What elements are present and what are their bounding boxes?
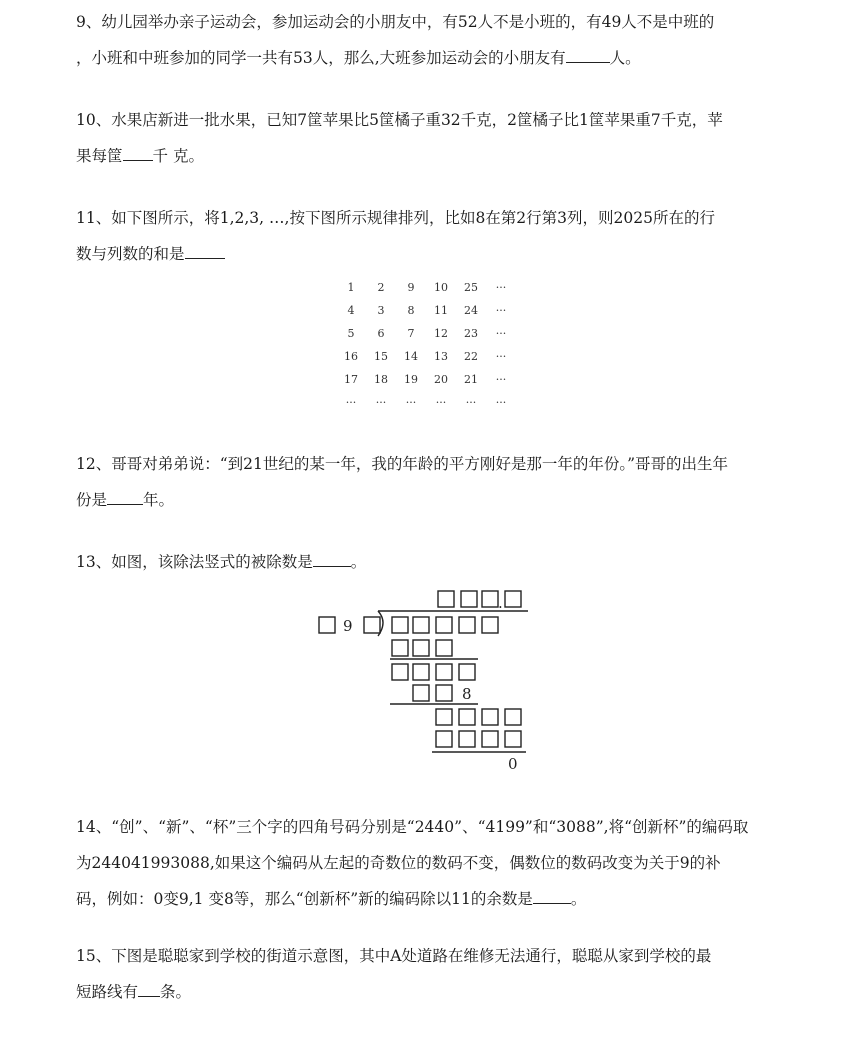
question-13-end: 。 [350,553,367,571]
step4-box-4 [505,709,521,725]
question-14 [76,809,788,917]
grid-cell: 25 [464,281,478,294]
grid-cell: 16 [344,350,358,363]
grid-cell: 24 [464,304,478,317]
question-15-line1: 15、下图是聪聪家到学校的街道示意图，其中A处道路在维修无法通行，聪聪从家到学校的最 [76,947,712,965]
grid-cell: 3 [377,304,385,317]
step2-box-3 [436,664,452,680]
question-9-line1: 9、幼儿园举办亲子运动会，参加运动会的小朋友中，有52人不是小班的，有49人不是中班的 [76,13,715,31]
grid-cell: ··· [495,373,507,386]
grid-cell: 14 [404,350,418,363]
question-14-end: 。 [570,890,587,908]
grid-cell: 10 [434,281,448,294]
grid-cell: ··· [375,396,387,409]
divisor-box-2 [364,617,380,633]
grid-cell: 9 [407,281,415,294]
grid-cell: 6 [377,327,385,340]
quotient-box-3 [482,591,498,607]
grid-cell: 19 [404,373,418,386]
grid-cell: ··· [495,396,507,409]
grid-cell: 17 [344,373,358,386]
known-digit-8: 8 [462,685,472,703]
question-10 [76,102,788,174]
step2-box-4 [459,664,475,680]
grid-row [336,391,521,414]
question-13-line1: 13、如图，该除法竖式的被除数是 [76,553,313,571]
answer-blank-10[interactable] [123,144,153,161]
grid-cell: ··· [495,350,507,363]
remainder-digit: 0 [508,755,518,773]
grid-cell: ··· [495,281,507,294]
grid-row [336,322,521,345]
dividend-box-2 [413,617,429,633]
step5-box-2 [459,731,475,747]
step4-box-3 [482,709,498,725]
step2-box-1 [392,664,408,680]
grid-row [336,368,521,391]
grid-cell: 4 [347,304,355,317]
grid-cell: 18 [374,373,388,386]
division-bracket [378,611,383,636]
dividend-box-3 [436,617,452,633]
decimal-point: . [498,594,503,612]
question-10-line1: 10、水果店新进一批水果，已知7筐苹果比5筐橘子重32千克，2筐橘子比1筐苹果重7千克，苹 [76,111,723,129]
step1-box-3 [436,640,452,656]
step3-box-2 [436,685,452,701]
divisor-box-1 [319,617,335,633]
question-12-unit: 年。 [143,491,175,509]
grid-cell: ··· [465,396,477,409]
grid-cell: ··· [435,396,447,409]
step2-box-2 [413,664,429,680]
step1-box-2 [413,640,429,656]
question-11 [76,200,788,272]
question-15-unit: 条。 [160,983,192,1001]
grid-cell: 1 [347,281,355,294]
grid-cell: 2 [377,281,385,294]
question-14-line1: 14、“创”、“新”、“杯”三个字的四角号码分别是“2440”、“4199”和“3088”,将“创新杯”的编码取 [76,818,749,836]
grid-cell: 13 [434,350,448,363]
grid-cell: 7 [407,327,415,340]
step5-box-3 [482,731,498,747]
answer-blank-14[interactable] [533,887,571,904]
question-9-line2: ，小班和中班参加的同学一共有53人，那么,大班参加运动会的小朋友有 [76,49,566,67]
question-10-line2: 果每筐 [76,147,123,165]
answer-blank-11[interactable] [185,242,225,259]
grid-row [336,276,521,299]
question-11-line2: 数与列数的和是 [76,245,185,263]
dividend-box-4 [459,617,475,633]
grid-cell: ··· [495,304,507,317]
quotient-box-1 [438,591,454,607]
quotient-box-4 [505,591,521,607]
step5-box-1 [436,731,452,747]
grid-cell: 22 [464,350,478,363]
number-spiral-grid [336,276,521,414]
answer-blank-13[interactable] [313,550,351,567]
question-9 [76,4,788,76]
step3-box-1 [413,685,429,701]
question-15 [76,938,788,1010]
question-11-line1: 11、如下图所示，将1,2,3, …,按下图所示规律排列，比如8在第2行第3列，则2025所在的行 [76,209,715,227]
question-12-line1: 12、哥哥对弟弟说：“到21世纪的某一年，我的年龄的平方刚好是那一年的年份。”哥哥的出生年 [76,455,729,473]
divisor-digit: 9 [343,617,353,635]
grid-cell: 23 [464,327,478,340]
grid-cell: 15 [374,350,388,363]
answer-blank-12[interactable] [107,488,143,505]
dividend-box-5 [482,617,498,633]
grid-cell: 8 [407,304,415,317]
question-14-line3: 码，例如：0变9,1 变8等，那么“创新杯”新的编码除以11的余数是 [76,890,533,908]
grid-row [336,345,521,368]
question-10-unit: 千 克。 [152,147,204,165]
dividend-box-1 [392,617,408,633]
question-15-line2: 短路线有 [76,983,139,1001]
grid-cell: 12 [434,327,448,340]
question-14-line2: 为244041993088,如果这个编码从左起的奇数位的数码不变，偶数位的数码改变为关于9的补 [76,854,721,872]
answer-blank-9[interactable] [566,46,610,63]
answer-blank-15[interactable] [138,980,160,997]
question-13 [76,544,788,580]
grid-cell: ··· [495,327,507,340]
step5-box-4 [505,731,521,747]
question-12-line2: 份是 [76,491,108,509]
quotient-box-2 [461,591,477,607]
grid-row [336,299,521,322]
grid-cell: 11 [434,304,448,317]
question-12 [76,446,788,518]
grid-cell: 20 [434,373,448,386]
grid-cell: 5 [347,327,355,340]
grid-cell: ··· [405,396,417,409]
question-9-unit: 人。 [609,49,641,67]
step1-box-1 [392,640,408,656]
grid-cell: 21 [464,373,478,386]
step4-box-1 [436,709,452,725]
grid-cell: ··· [345,396,357,409]
step4-box-2 [459,709,475,725]
